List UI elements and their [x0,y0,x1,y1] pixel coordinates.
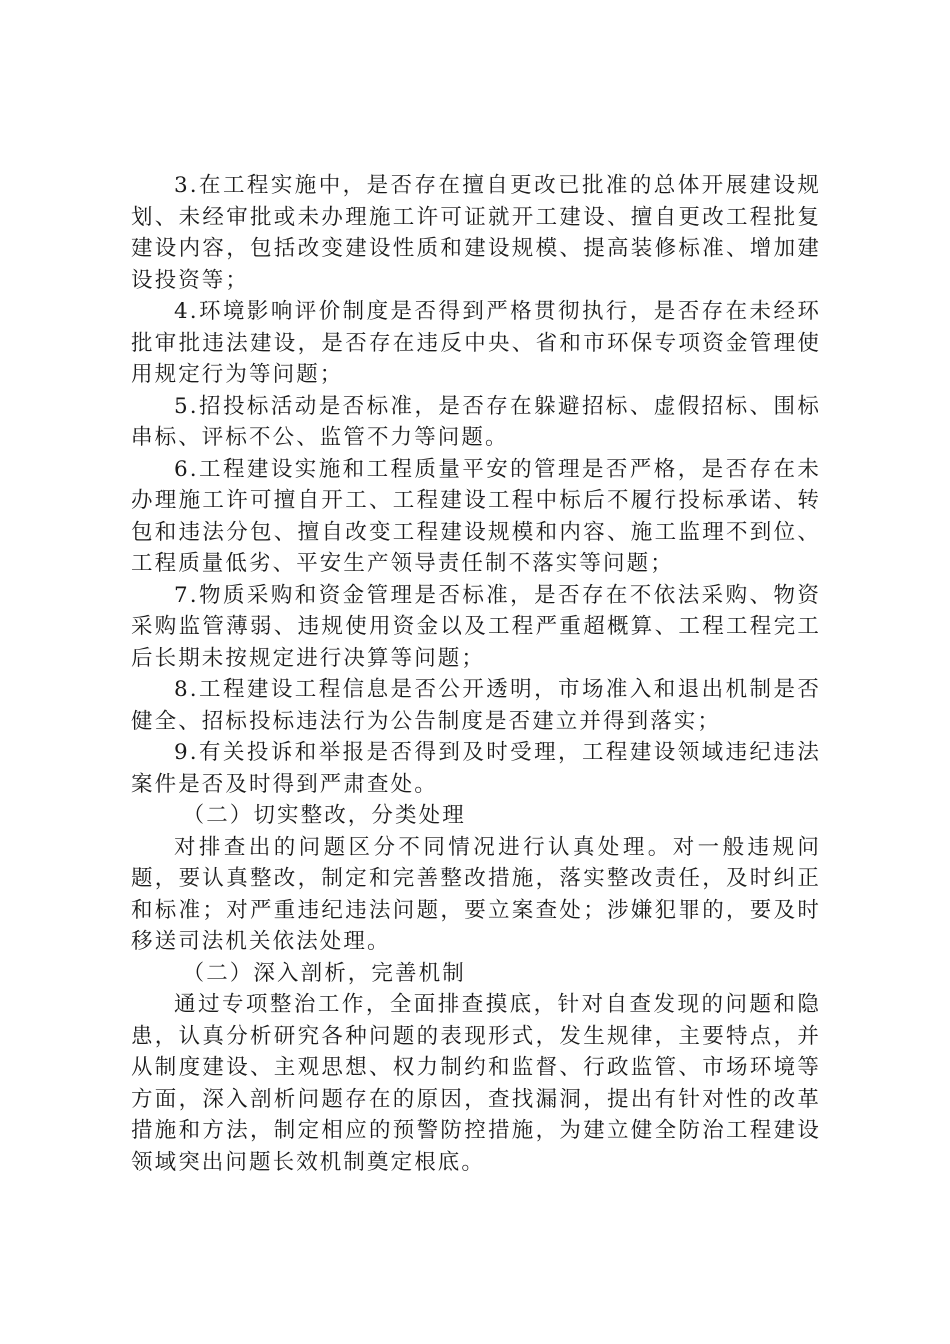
section-heading-analyze: （二）深入剖析，完善机制 [182,960,466,986]
paragraph-item-6: 6.工程建设实施和工程质量平安的管理是否严格，是否存在未办理施工许可擅自开工、工程建设工程中标后不履行投标承诺、转包和违法分包、擅自改变工程建设规模和内容、施工监理不到位、工程质量低劣、平安生产领导责任制不落实等问题； [131,456,821,576]
paragraph-item-9: 9.有关投诉和举报是否得到及时受理，工程建设领域违纪违法案件是否及时得到严肃查处。 [131,740,821,797]
paragraph-item-3: 3.在工程实施中，是否存在擅自更改已批准的总体开展建设规划、未经审批或未办理施工许可证就开工建设、擅自更改工程批复建设内容，包括改变建设性质和建设规模、提高装修标准、增加建设投资等； [131,173,821,293]
paragraph-item-4: 4.环境影响评价制度是否得到严格贯彻执行，是否存在未经环批审批违法建设，是否存在违反中央、省和市环保专项资金管理使用规定行为等问题； [131,299,821,387]
paragraph-rectify: 对排查出的问题区分不同情况进行认真处理。对一般违规问题，要认真整改，制定和完善整改措施，落实整改责任，及时纠正和标准；对严重违纪违法问题，要立案查处；涉嫌犯罪的，要及时移送司法机关依法处理。 [131,834,821,954]
paragraph-item-8: 8.工程建设工程信息是否公开透明，市场准入和退出机制是否健全、招标投标违法行为公告制度是否建立并得到落实； [131,677,821,734]
paragraph-item-7: 7.物质采购和资金管理是否标准，是否存在不依法采购、物资采购监管薄弱、违规使用资金以及工程严重超概算、工程工程完工后长期未按规定进行决算等问题； [131,582,821,671]
paragraph-analyze: 通过专项整治工作，全面排查摸底，针对自查发现的问题和隐患，认真分析研究各种问题的表现形式，发生规律，主要特点，并从制度建设、主观思想、权力制约和监督、行政监管、市场环境等方面，深入剖析问题存在的原因，查找漏洞，提出有针对性的改革措施和方法，制定相应的预警防控措施，为建立健全防治工程建设领域突出问题长效机制奠定根底。 [131,992,821,1175]
paragraph-item-5: 5.招投标活动是否标准，是否存在躲避招标、虚假招标、围标串标、评标不公、监管不力等问题。 [131,393,821,450]
section-heading-rectify: （二）切实整改，分类处理 [182,803,466,828]
document-body [131,170,821,1178]
